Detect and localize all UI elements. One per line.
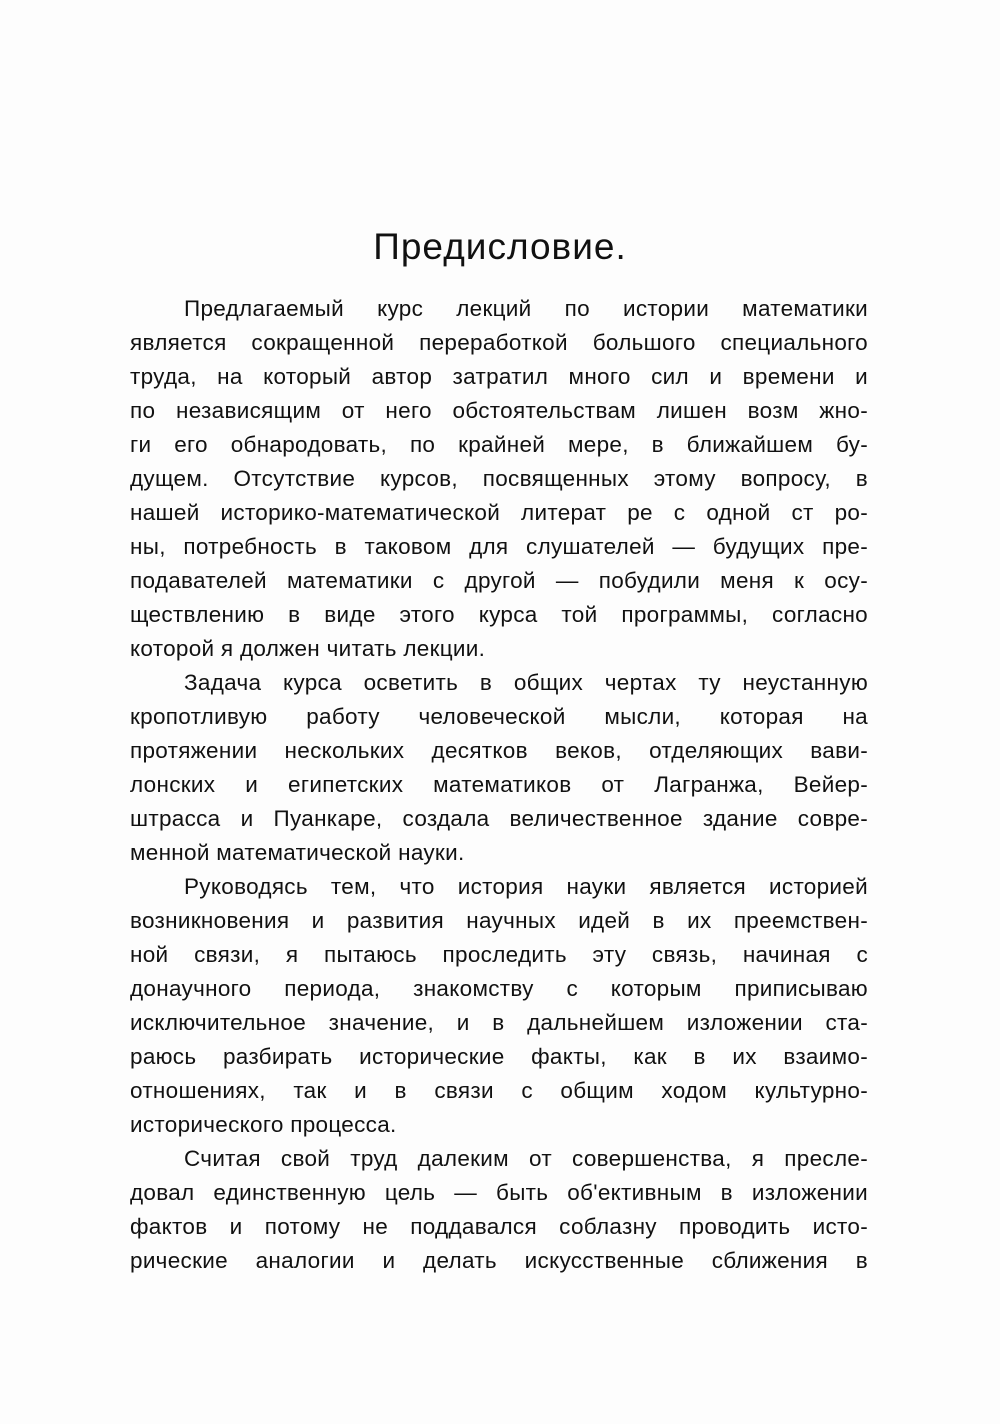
text-line: исторического процесса. bbox=[130, 1112, 397, 1137]
text-line: возникновения и развития научных идей в их преемствен- bbox=[130, 908, 868, 933]
text-line: донаучного периода, знакомству с которым приписываю bbox=[130, 976, 868, 1001]
paragraph-4 bbox=[130, 1142, 868, 1278]
text-line: труда, на который автор затратил много сил и времени и bbox=[130, 364, 868, 389]
preface-body bbox=[130, 292, 868, 1278]
text-line: отношениях, так и в связи с общим ходом культурно- bbox=[130, 1078, 868, 1103]
paragraph-2 bbox=[130, 666, 868, 870]
text-line: менной математической науки. bbox=[130, 840, 465, 865]
text-line: нашей историко-математической литерат ре с одной ст ро- bbox=[130, 500, 868, 525]
text-line: протяжении нескольких десятков веков, отделяющих вави- bbox=[130, 738, 868, 763]
text-line: кропотливую работу человеческой мысли, которая на bbox=[130, 704, 868, 729]
text-line: по независящим от него обстоятельствам лишен возм жно- bbox=[130, 398, 868, 423]
text-line: ной связи, я пытаюсь проследить эту связь, начиная с bbox=[130, 942, 868, 967]
text-line: раюсь разбирать исторические факты, как в их взаимо- bbox=[130, 1044, 868, 1069]
text-line: Предлагаемый курс лекций по истории математики bbox=[184, 296, 868, 321]
paragraph-1 bbox=[130, 292, 868, 666]
text-line: лонских и египетских математиков от Лагранжа, Вейер- bbox=[130, 772, 868, 797]
text-line: рические аналогии и делать искусственные сближения в bbox=[130, 1248, 868, 1273]
text-line: ны, потребность в таковом для слушателей — будущих пре- bbox=[130, 534, 868, 559]
text-line: фактов и потому не поддавался соблазну проводить исто- bbox=[130, 1214, 868, 1239]
text-line: Руководясь тем, что история науки является историей bbox=[184, 874, 868, 899]
text-line: довал единственную цель — быть об'ективным в изложении bbox=[130, 1180, 868, 1205]
text-line: является сокращенной переработкой большого специального bbox=[130, 330, 868, 355]
text-line: ги его обнародовать, по крайней мере, в ближайшем бу- bbox=[130, 432, 868, 457]
text-line: Задача курса осветить в общих чертах ту неустанную bbox=[184, 670, 868, 695]
text-line: дущем. Отсутствие курсов, посвященных этому вопросу, в bbox=[130, 466, 868, 491]
text-line: исключительное значение, и в дальнейшем изложении ста- bbox=[130, 1010, 868, 1035]
page-title: Предисловие. bbox=[373, 226, 627, 267]
text-line: ществлению в виде этого курса той программы, согласно bbox=[130, 602, 868, 627]
text-line: Считая свой труд далеким от совершенства, я пресле- bbox=[184, 1146, 868, 1171]
text-line: штрасса и Пуанкаре, создала величественное здание совре- bbox=[130, 806, 868, 831]
text-line: которой я должен читать лекции. bbox=[130, 636, 486, 661]
paragraph-3 bbox=[130, 870, 868, 1142]
text-line: подавателей математики с другой — побудили меня к осу- bbox=[130, 568, 868, 593]
